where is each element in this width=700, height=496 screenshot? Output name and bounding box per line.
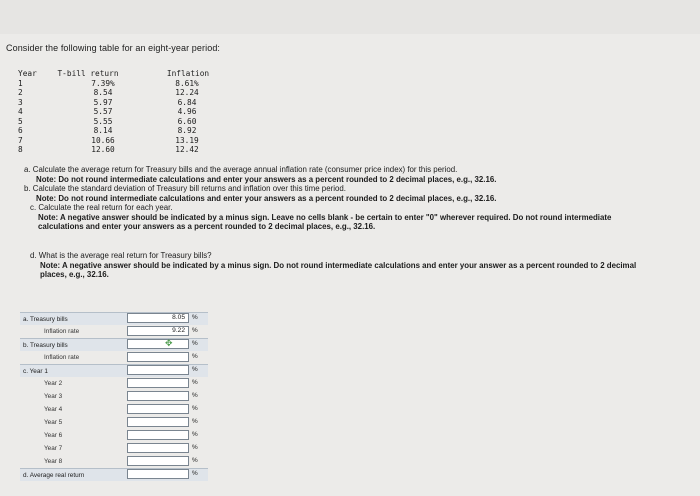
answer-input[interactable] (127, 430, 189, 440)
percent-unit: % (192, 457, 198, 464)
table-row (18, 88, 218, 98)
inflation-cell: 4.96 (177, 107, 197, 116)
question-a-text: a. Calculate the average return for Treasury bills and the average annual inflation rate (consumer price index) for this period. (24, 165, 458, 174)
percent-unit: % (192, 340, 198, 347)
answer-row-label: a. Treasury bills (20, 312, 208, 325)
table-row (18, 136, 218, 146)
answer-input[interactable] (127, 417, 189, 427)
tbill-cell: 7.39% (91, 78, 115, 88)
answer-row-label: Inflation rate (44, 328, 80, 335)
answer-row-label: c. Year 1 (20, 364, 208, 377)
data-table-body (18, 79, 218, 155)
answer-input[interactable] (127, 339, 189, 349)
question-a (24, 165, 664, 184)
table-row (18, 107, 218, 117)
year-cell: 8 (18, 145, 23, 154)
percent-unit: % (192, 353, 198, 360)
year-cell: 5 (18, 116, 23, 126)
question-c (30, 203, 630, 232)
answer-row-label: Year 7 (44, 445, 63, 452)
answer-row-label: Year 2 (44, 380, 63, 387)
percent-unit: % (192, 327, 198, 334)
tbill-cell: 8.54 (93, 88, 113, 97)
tbill-cell: 5.97 (93, 97, 113, 107)
answer-row-label: Year 6 (44, 432, 63, 439)
header-tbill: T-bill return (57, 69, 119, 78)
percent-unit: % (192, 418, 198, 425)
inflation-cell: 6.84 (177, 97, 197, 107)
year-cell: 2 (18, 88, 23, 97)
question-b-text: b. Calculate the standard deviation of Treasury bill returns and inflation over this time period. (24, 184, 346, 193)
question-c-note: Note: A negative answer should be indicated by a minus sign. Leave no cells blank - be certain to enter "0" wherever required. Do not round intermediate calculations and enter your answers as a percent rounded to 2 decimal places, e.g., 32.16. (38, 212, 612, 232)
tbill-cell: 12.60 (91, 145, 115, 154)
question-d (30, 251, 650, 280)
tbill-cell: 5.55 (93, 116, 113, 126)
inflation-cell: 8.61% (175, 78, 199, 88)
answer-input[interactable] (127, 391, 189, 401)
percent-unit: % (192, 431, 198, 438)
answer-input[interactable] (127, 365, 189, 375)
inflation-cell: 8.92 (177, 126, 197, 135)
intro-text: Consider the following table for an eight-year period: (6, 43, 221, 53)
tbill-cell: 8.14 (93, 126, 113, 135)
top-band (0, 0, 700, 34)
answer-row-label: d. Average real return (20, 468, 208, 481)
cursor-icon: ✥ (165, 338, 173, 348)
table-row (18, 126, 218, 136)
answer-row-label: Year 5 (44, 419, 63, 426)
answer-input[interactable] (127, 469, 189, 479)
answer-row-label: Year 8 (44, 458, 63, 465)
answer-input[interactable] (127, 456, 189, 466)
table-row (18, 79, 218, 89)
table-row (18, 98, 218, 108)
percent-unit: % (192, 444, 198, 451)
answer-row-label: Year 3 (44, 393, 63, 400)
year-cell: 7 (18, 135, 23, 145)
inflation-cell: 6.60 (177, 116, 197, 126)
answer-row-label: Year 4 (44, 406, 63, 413)
data-table (18, 69, 218, 155)
percent-unit: % (192, 379, 198, 386)
header-year: Year (18, 69, 37, 78)
inflation-cell: 13.19 (175, 135, 199, 145)
table-row (18, 117, 218, 127)
question-d-note: Note: A negative answer should be indicated by a minus sign. Do not round intermediate calculations and enter your answer as a percent rounded to 2 decimal places, e.g., 32.16. (40, 260, 637, 280)
percent-unit: % (192, 405, 198, 412)
year-cell: 6 (18, 126, 23, 135)
percent-unit: % (192, 366, 198, 373)
header-inflation: Inflation (166, 69, 210, 78)
answer-input[interactable] (127, 352, 189, 362)
inflation-cell: 12.42 (175, 145, 199, 154)
answer-input[interactable] (127, 404, 189, 414)
inflation-cell: 12.24 (175, 88, 199, 97)
answer-input[interactable] (127, 378, 189, 388)
question-b (24, 184, 664, 203)
question-d-text: d. What is the average real return for Treasury bills? (30, 251, 212, 260)
year-cell: 3 (18, 97, 23, 107)
percent-unit: % (192, 392, 198, 399)
answer-input[interactable]: 9.22 (127, 326, 189, 336)
question-a-note: Note: Do not round intermediate calculations and enter your answers as a percent rounded to 2 decimal places, e.g., 32.16. (36, 174, 497, 184)
tbill-cell: 10.66 (91, 135, 115, 145)
data-table-header (18, 69, 218, 79)
answer-input[interactable] (127, 443, 189, 453)
year-cell: 1 (18, 78, 23, 88)
percent-unit: % (192, 314, 198, 321)
tbill-cell: 5.57 (93, 107, 113, 116)
answer-row-label: Inflation rate (44, 354, 80, 361)
answer-row-label: b. Treasury bills (20, 338, 208, 351)
percent-unit: % (192, 470, 198, 477)
table-row (18, 145, 218, 155)
year-cell: 4 (18, 107, 23, 116)
answer-input[interactable]: 8.05 (127, 313, 189, 323)
question-b-note: Note: Do not round intermediate calculations and enter your answers as a percent rounded to 2 decimal places, e.g., 32.16. (36, 193, 497, 203)
question-c-text: c. Calculate the real return for each year. (30, 203, 173, 212)
